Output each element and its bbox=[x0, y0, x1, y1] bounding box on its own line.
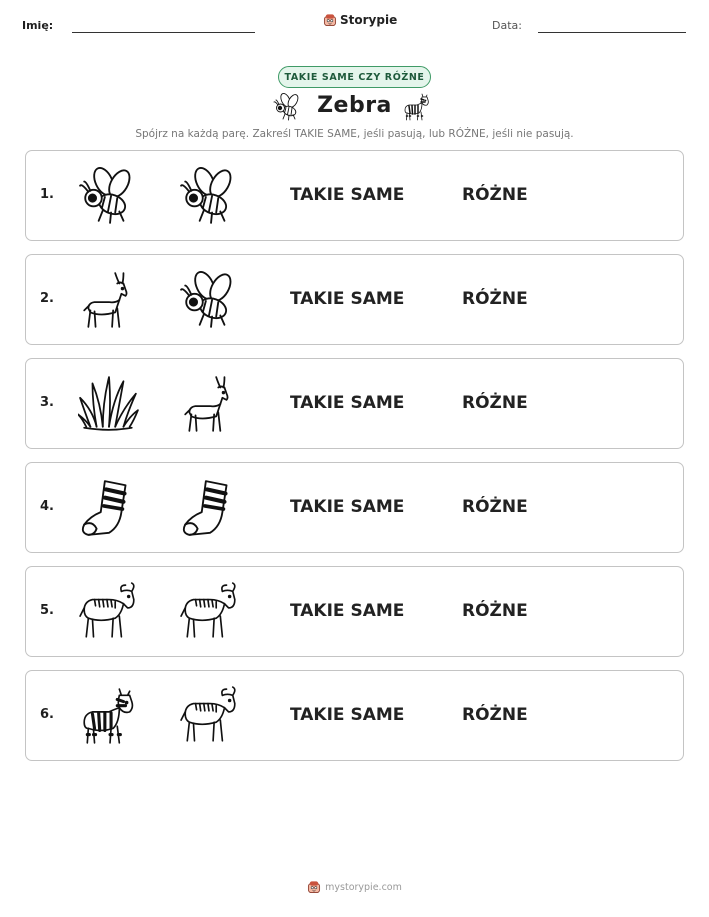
storypie-logo-icon bbox=[323, 13, 337, 27]
question-number: 1. bbox=[40, 187, 54, 202]
same-option[interactable]: TAKIE SAME bbox=[290, 185, 405, 205]
footer-url: mystorypie.com bbox=[325, 881, 402, 893]
question-number: 3. bbox=[40, 395, 54, 410]
question-number: 4. bbox=[40, 499, 54, 514]
bee-icon bbox=[179, 269, 241, 331]
question-number: 2. bbox=[40, 291, 54, 306]
different-option[interactable]: RÓŻNE bbox=[462, 497, 528, 517]
name-field-line[interactable] bbox=[72, 32, 255, 33]
different-option[interactable]: RÓŻNE bbox=[462, 705, 528, 725]
question-row bbox=[25, 150, 684, 241]
question-number: 5. bbox=[40, 603, 54, 618]
question-number: 6. bbox=[40, 707, 54, 722]
question-row bbox=[25, 254, 684, 345]
name-label: Imię: bbox=[22, 19, 54, 32]
same-option[interactable]: TAKIE SAME bbox=[290, 393, 405, 413]
different-option[interactable]: RÓŻNE bbox=[462, 185, 528, 205]
different-option[interactable]: RÓŻNE bbox=[462, 601, 528, 621]
grass-icon bbox=[78, 373, 140, 435]
worksheet-type-badge: TAKIE SAME CZY RÓŻNE bbox=[278, 66, 431, 88]
same-option[interactable]: TAKIE SAME bbox=[290, 289, 405, 309]
different-option[interactable]: RÓŻNE bbox=[462, 289, 528, 309]
instructions: Spójrz na każdą parę. Zakreśl TAKIE SAME, jeśli pasują, lub RÓŻNE, jeśli nie pasują. bbox=[135, 128, 574, 140]
footer bbox=[0, 880, 709, 894]
sock-icon bbox=[179, 477, 241, 539]
same-option[interactable]: TAKIE SAME bbox=[290, 497, 405, 517]
same-option[interactable]: TAKIE SAME bbox=[290, 601, 405, 621]
different-option[interactable]: RÓŻNE bbox=[462, 393, 528, 413]
question-row bbox=[25, 358, 684, 449]
page-title: Zebra bbox=[317, 93, 392, 118]
date-field-line[interactable] bbox=[538, 32, 686, 33]
zebra-icon bbox=[78, 685, 140, 747]
wildebeest-icon bbox=[179, 685, 241, 747]
gazelle-icon bbox=[78, 269, 140, 331]
sock-icon bbox=[78, 477, 140, 539]
brand-logo bbox=[323, 13, 397, 27]
date-label: Data: bbox=[492, 19, 522, 32]
question-row bbox=[25, 670, 684, 761]
bee-icon bbox=[78, 165, 140, 227]
gazelle-icon bbox=[179, 373, 241, 435]
same-option[interactable]: TAKIE SAME bbox=[290, 705, 405, 725]
question-row bbox=[25, 462, 684, 553]
bee-icon bbox=[179, 165, 241, 227]
wildebeest-icon bbox=[179, 581, 241, 643]
brand-name: Storypie bbox=[340, 13, 398, 27]
wildebeest-icon bbox=[78, 581, 140, 643]
zebra-icon bbox=[402, 92, 432, 122]
question-row bbox=[25, 566, 684, 657]
storypie-logo-icon bbox=[307, 880, 321, 894]
